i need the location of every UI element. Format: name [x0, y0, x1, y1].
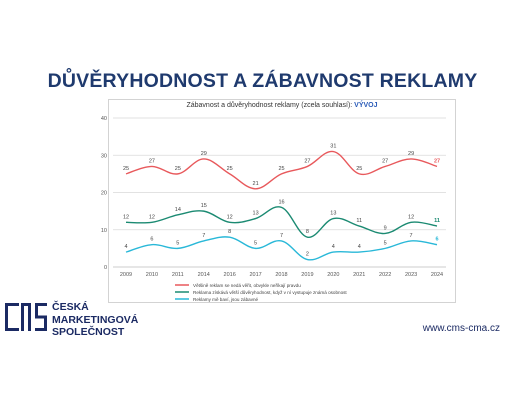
data-label: 5: [254, 240, 258, 247]
data-label: 6: [150, 236, 154, 243]
x-tick-label: 2014: [197, 272, 210, 278]
x-tick-label: 2020: [327, 272, 340, 278]
legend-label-3: Reklamy mě baví, jsou zábavné: [193, 296, 259, 302]
data-label: 12: [148, 214, 155, 221]
series-line-3: [126, 237, 437, 260]
data-label: 12: [226, 214, 233, 221]
data-label: 8: [228, 229, 232, 236]
x-tick-label: 2022: [379, 272, 392, 278]
data-label: 29: [408, 150, 415, 157]
data-label: 11: [356, 218, 363, 225]
data-label: 25: [356, 165, 363, 172]
x-tick-label: 2023: [404, 272, 418, 278]
x-tick-label: 2010: [145, 272, 159, 278]
data-label: 13: [330, 210, 337, 217]
chart-title-main: Zábavnost a důvěryhodnost reklamy (zcela souhlasí):: [186, 102, 355, 109]
data-label: 7: [202, 232, 206, 239]
data-label: 16: [278, 199, 285, 206]
site-url: www.cms-cma.cz: [422, 323, 500, 334]
x-tick-label: 2018: [275, 272, 288, 278]
data-label: 25: [278, 165, 285, 172]
data-label: 6: [435, 236, 439, 243]
data-label: 5: [176, 240, 180, 247]
data-label: 21: [252, 180, 259, 187]
x-tick-label: 2024: [430, 272, 444, 278]
data-label: 9: [383, 225, 387, 232]
legend-label-1: Většině reklam se nedá věřit, obvykle neříkají pravdu: [193, 282, 301, 288]
x-tick-label: 2021: [353, 272, 366, 278]
data-label: 7: [279, 232, 284, 239]
x-tick-label: 2016: [223, 272, 236, 278]
data-label: 14: [174, 206, 181, 213]
data-label: 31: [330, 143, 337, 150]
data-label: 12: [122, 214, 130, 221]
data-label: 27: [382, 158, 389, 165]
data-label: 25: [122, 165, 130, 172]
logo-line-2: MARKETINGOVÁ: [52, 313, 139, 326]
data-label: 27: [433, 158, 441, 165]
y-tick-label: 40: [100, 116, 107, 122]
data-label: 25: [174, 165, 181, 172]
logo-line-3: SPOLEČNOST: [52, 326, 125, 338]
slide-title: DŮVĚRYHODNOST A ZÁBAVNOST REKLAMY: [47, 70, 478, 92]
legend-label-2: Reklama získává větší důvěryhodnost, když v ní vystupuje známá osobnost: [193, 289, 347, 295]
chart-title-highlight: VÝVOJ: [354, 102, 378, 109]
data-label: 29: [200, 150, 207, 157]
y-tick-label: 30: [100, 153, 107, 160]
data-label: 7: [409, 232, 413, 239]
y-tick-label: 20: [100, 190, 107, 197]
data-label: 25: [226, 165, 233, 172]
y-tick-label: 10: [100, 227, 107, 234]
data-label: 27: [148, 158, 155, 165]
x-tick-label: 2019: [301, 272, 314, 278]
data-label: 5: [383, 240, 387, 247]
x-tick-label: 2017: [249, 272, 262, 278]
data-label: 2: [305, 251, 309, 258]
data-label: 15: [200, 203, 207, 210]
x-tick-label: 2011: [171, 272, 184, 278]
data-label: 11: [434, 218, 440, 225]
logo-line-1: ČESKÁ: [52, 301, 89, 313]
data-label: 27: [304, 158, 311, 165]
x-tick-label: 2009: [119, 272, 133, 278]
data-label: 4: [357, 244, 361, 251]
data-label: 4: [124, 244, 128, 251]
y-tick-label: 0: [103, 265, 107, 271]
data-label: 12: [408, 214, 415, 221]
data-label: 13: [252, 210, 259, 217]
data-label: 8: [305, 229, 309, 236]
logo-text: [52, 301, 138, 339]
data-label: 4: [331, 244, 335, 251]
